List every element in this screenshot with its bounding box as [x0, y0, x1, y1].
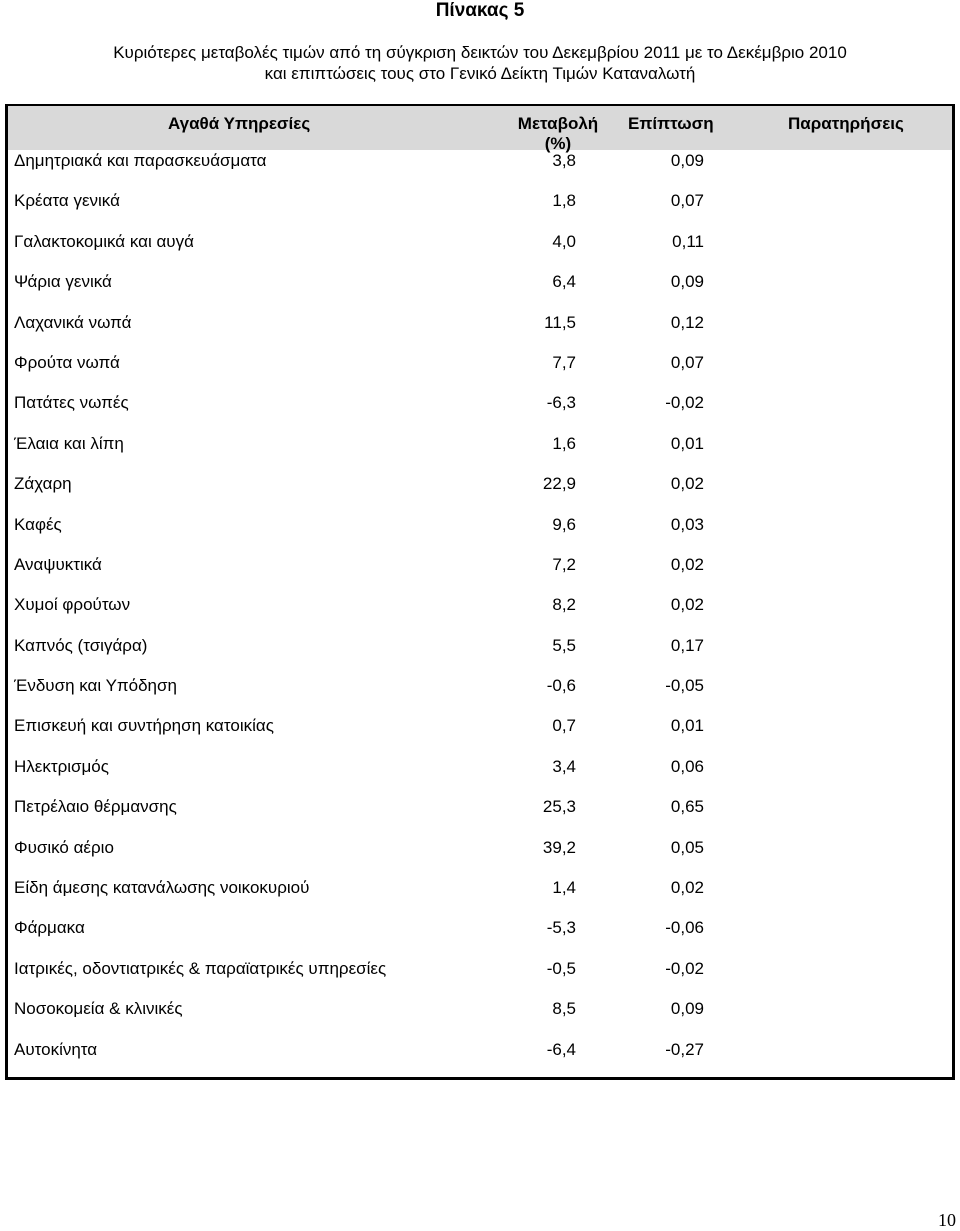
header-change: Μεταβολή (%)	[517, 114, 599, 153]
row-change: 1,4	[552, 878, 576, 898]
row-change: 39,2	[542, 837, 576, 857]
table-row	[14, 917, 950, 957]
row-change: 7,2	[552, 554, 576, 574]
row-impact: 0,09	[670, 272, 704, 292]
table-row	[14, 958, 950, 998]
subtitle-line-1: Κυριότερες μεταβολές τιμών από τη σύγκριση δεικτών του Δεκεμβρίου 2011 με το Δεκέμβριο 2010	[113, 43, 847, 62]
page-number: 10	[938, 1210, 956, 1230]
table-row	[14, 433, 950, 473]
table-row	[14, 837, 950, 877]
row-change: 5,5	[552, 635, 576, 655]
row-change: -0,5	[546, 958, 576, 978]
row-impact: -0,02	[665, 958, 704, 978]
row-impact: -0,06	[665, 918, 704, 938]
row-name: Δημητριακά και παρασκευάσματα	[14, 151, 267, 170]
row-change: 4,0	[552, 231, 576, 251]
row-change: 1,6	[552, 433, 576, 453]
row-change: 9,6	[552, 514, 576, 534]
table-row	[14, 271, 950, 311]
table-row	[14, 312, 950, 352]
table-subtitle	[0, 42, 960, 84]
table-row	[14, 231, 950, 271]
row-change: 11,5	[544, 312, 576, 332]
row-impact: 0,02	[670, 595, 704, 615]
row-name: Γαλακτοκομικά και αυγά	[14, 231, 194, 251]
row-impact: 0,11	[672, 231, 704, 251]
row-change: 8,5	[552, 999, 576, 1019]
row-name: Αναψυκτικά	[14, 554, 102, 574]
row-impact: 0,07	[670, 191, 704, 211]
row-impact: 0,17	[670, 635, 704, 655]
row-change: 3,4	[552, 756, 576, 776]
row-impact: 0,02	[670, 474, 704, 494]
row-name: Χυμοί φρούτων	[14, 595, 131, 615]
page-title: Πίνακας 5	[435, 0, 525, 21]
table-header	[8, 106, 952, 153]
table-row	[14, 877, 950, 917]
row-change: 6,4	[552, 272, 576, 292]
row-name: Ένδυση και Υπόδηση	[14, 676, 177, 696]
row-impact: 0,02	[670, 554, 704, 574]
table-row	[14, 392, 950, 432]
row-change: 25,3	[542, 797, 576, 817]
row-impact: 0,09	[670, 151, 704, 170]
table-row	[14, 514, 950, 554]
row-change: -6,4	[546, 1039, 576, 1059]
row-change: -5,3	[546, 918, 576, 938]
row-name: Φάρμακα	[14, 918, 85, 938]
row-change: 22,9	[542, 474, 576, 494]
row-name: Έλαια και λίπη	[14, 433, 124, 453]
row-impact: 0,09	[670, 999, 704, 1019]
row-name: Είδη άμεσης κατανάλωσης νοικοκυριού	[14, 878, 310, 898]
row-impact: 0,65	[670, 797, 704, 817]
header-notes: Παρατηρήσεις	[788, 114, 904, 133]
row-impact: 0,01	[670, 433, 704, 453]
row-name: Νοσοκομεία & κλινικές	[14, 999, 183, 1019]
row-change: 7,7	[552, 352, 576, 372]
table-row	[14, 675, 950, 715]
row-name: Κρέατα γενικά	[14, 191, 120, 211]
row-impact: -0,05	[665, 676, 704, 696]
row-name: Ψάρια γενικά	[14, 272, 112, 292]
row-impact: 0,12	[670, 312, 704, 332]
row-change: -6,3	[546, 393, 576, 413]
row-change: 0,7	[552, 716, 576, 736]
subtitle-line-2: και επιπτώσεις τους στο Γενικό Δείκτη Τιμών Καταναλωτή	[264, 64, 696, 83]
row-name: Φυσικό αέριο	[14, 837, 114, 857]
row-impact: 0,06	[670, 756, 704, 776]
table-row	[14, 150, 950, 190]
row-name: Λαχανικά νωπά	[14, 312, 132, 332]
row-name: Καφές	[14, 514, 62, 534]
table-row	[14, 352, 950, 392]
row-impact: 0,01	[670, 716, 704, 736]
table-row	[14, 998, 950, 1038]
row-name: Ηλεκτρισμός	[14, 756, 109, 776]
row-change: 8,2	[552, 595, 576, 615]
row-impact: 0,07	[670, 352, 704, 372]
row-impact: 0,02	[670, 878, 704, 898]
table-row	[14, 190, 950, 230]
row-impact: 0,03	[670, 514, 704, 534]
row-change: -0,6	[546, 676, 576, 696]
table-row	[14, 796, 950, 836]
table-row	[14, 756, 950, 796]
row-name: Αυτοκίνητα	[14, 1039, 98, 1059]
row-name: Φρούτα νωπά	[14, 352, 120, 372]
table-row	[14, 1039, 950, 1079]
row-name: Ζάχαρη	[14, 474, 72, 494]
row-name: Πετρέλαιο θέρμανσης	[14, 797, 177, 817]
table-row	[14, 473, 950, 513]
row-name: Πατάτες νωπές	[14, 393, 129, 413]
header-impact: Επίπτωση	[628, 114, 714, 133]
row-name: Καπνός (τσιγάρα)	[14, 635, 148, 655]
row-impact: -0,02	[665, 393, 704, 413]
table-row	[14, 715, 950, 755]
row-impact: 0,05	[670, 837, 704, 857]
header-goods: Αγαθά Υπηρεσίες	[168, 114, 311, 133]
table-body	[14, 150, 950, 1079]
row-impact: -0,27	[665, 1039, 704, 1059]
row-change: 1,8	[552, 191, 576, 211]
row-name: Ιατρικές, οδοντιατρικές & παραϊατρικές υπηρεσίες	[14, 958, 387, 978]
row-name: Επισκευή και συντήρηση κατοικίας	[14, 716, 274, 736]
table-row	[14, 635, 950, 675]
table-row	[14, 554, 950, 594]
table-row	[14, 594, 950, 634]
row-change: 3,8	[552, 151, 576, 170]
